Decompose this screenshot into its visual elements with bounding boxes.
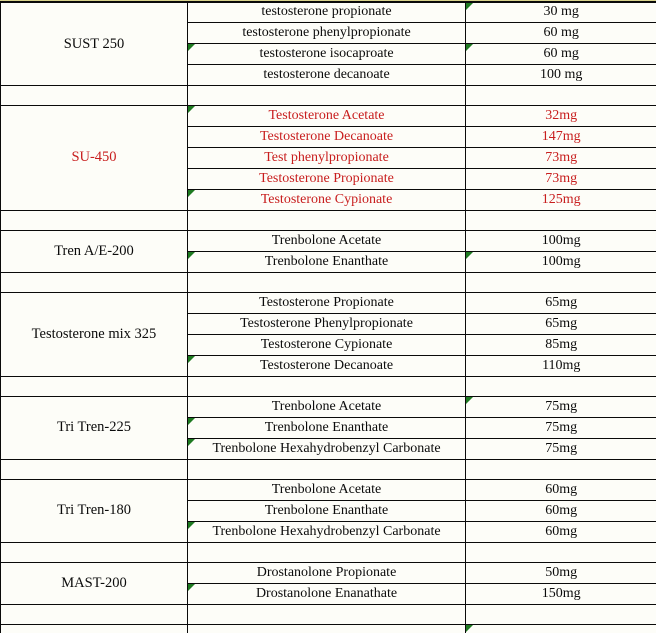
empty-cell[interactable]: [1, 624, 188, 633]
dose-cell[interactable]: 60 mg: [466, 43, 656, 64]
cell-error-indicator-icon: [188, 252, 195, 259]
empty-cell[interactable]: [466, 604, 656, 624]
dose-cell[interactable]: 85mg: [466, 334, 656, 355]
ingredient-cell[interactable]: Trenbolone Acetate: [188, 230, 466, 251]
cell-error-indicator-icon: [188, 190, 195, 197]
table-row: [1, 230, 656, 251]
cell-error-indicator-icon: [188, 522, 195, 529]
product-name-cell[interactable]: Tri Tren-180: [1, 479, 188, 542]
empty-cell[interactable]: [466, 459, 656, 479]
cell-error-indicator-icon: [188, 356, 195, 363]
empty-cell[interactable]: [188, 376, 466, 396]
dose-cell[interactable]: 75mg: [466, 438, 656, 459]
dose-cell[interactable]: 50mg: [466, 562, 656, 583]
product-name-cell[interactable]: Tri Tren-225: [1, 396, 188, 459]
product-name-cell[interactable]: SU-450: [1, 105, 188, 210]
table-row: [1, 292, 656, 313]
empty-cell[interactable]: [188, 210, 466, 230]
dose-cell[interactable]: 150mg: [466, 583, 656, 604]
ingredient-cell[interactable]: Trenbolone Hexahydrobenzyl Carbonate: [188, 438, 466, 459]
separator-row: [1, 85, 656, 105]
cut-off-bottom-row: [1, 624, 656, 633]
separator-row: [1, 210, 656, 230]
ingredient-cell[interactable]: Trenbolone Enanthate: [188, 417, 466, 438]
empty-cell[interactable]: [188, 459, 466, 479]
ingredient-cell[interactable]: Trenbolone Hexahydrobenzyl Carbonate: [188, 521, 466, 542]
ingredient-cell[interactable]: Testosterone Decanoate: [188, 355, 466, 376]
ingredient-cell[interactable]: Trenbolone Acetate: [188, 396, 466, 417]
ingredient-cell[interactable]: Testosterone Acetate: [188, 105, 466, 126]
table-row: [1, 3, 656, 22]
separator-row: [1, 272, 656, 292]
ingredient-cell[interactable]: Trenbolone Enanthate: [188, 251, 466, 272]
cell-error-indicator-icon: [466, 3, 473, 10]
ingredient-cell[interactable]: testosterone phenylpropionate: [188, 22, 466, 43]
product-name-cell[interactable]: Testosterone mix 325: [1, 292, 188, 376]
product-name-cell[interactable]: SUST 250: [1, 3, 188, 85]
dose-cell[interactable]: 32mg: [466, 105, 656, 126]
empty-cell[interactable]: [1, 604, 188, 624]
empty-cell[interactable]: [1, 210, 188, 230]
cell-error-indicator-icon: [188, 44, 195, 51]
dose-cell[interactable]: 75mg: [466, 417, 656, 438]
table-row: [1, 396, 656, 417]
dose-cell[interactable]: 147mg: [466, 126, 656, 147]
dose-cell[interactable]: 30 mg: [466, 3, 656, 22]
cell-error-indicator-icon: [466, 397, 473, 404]
ingredient-cell[interactable]: Testosterone Phenylpropionate: [188, 313, 466, 334]
dose-cell[interactable]: 73mg: [466, 168, 656, 189]
table-row: [1, 479, 656, 500]
empty-cell[interactable]: [188, 272, 466, 292]
empty-cell[interactable]: [188, 542, 466, 562]
dose-cell[interactable]: 60mg: [466, 521, 656, 542]
dose-cell[interactable]: 110mg: [466, 355, 656, 376]
empty-cell[interactable]: [466, 624, 656, 633]
cell-error-indicator-icon: [188, 439, 195, 446]
cell-error-indicator-icon: [466, 252, 473, 259]
empty-cell[interactable]: [466, 542, 656, 562]
empty-cell[interactable]: [188, 624, 466, 633]
ingredient-cell[interactable]: Testosterone Cypionate: [188, 189, 466, 210]
ingredient-cell[interactable]: Testosterone Propionate: [188, 292, 466, 313]
empty-cell[interactable]: [1, 542, 188, 562]
cell-error-indicator-icon: [466, 625, 473, 632]
empty-cell[interactable]: [1, 272, 188, 292]
ingredient-cell[interactable]: Testosterone Decanoate: [188, 126, 466, 147]
dose-cell[interactable]: 75mg: [466, 396, 656, 417]
cell-error-indicator-icon: [188, 584, 195, 591]
empty-cell[interactable]: [1, 459, 188, 479]
dose-cell[interactable]: 100mg: [466, 230, 656, 251]
dose-cell[interactable]: 60mg: [466, 500, 656, 521]
ingredient-cell[interactable]: Trenbolone Enanthate: [188, 500, 466, 521]
dose-cell[interactable]: 73mg: [466, 147, 656, 168]
empty-cell[interactable]: [466, 376, 656, 396]
ingredient-cell[interactable]: Test phenylpropionate: [188, 147, 466, 168]
dose-cell[interactable]: 100mg: [466, 251, 656, 272]
product-composition-table: [0, 3, 656, 633]
separator-row: [1, 459, 656, 479]
dose-cell[interactable]: 65mg: [466, 292, 656, 313]
separator-row: [1, 604, 656, 624]
product-name-cell[interactable]: Tren A/E-200: [1, 230, 188, 272]
dose-cell[interactable]: 60 mg: [466, 22, 656, 43]
ingredient-cell[interactable]: testosterone decanoate: [188, 64, 466, 85]
separator-row: [1, 376, 656, 396]
ingredient-cell[interactable]: Drostanolone Propionate: [188, 562, 466, 583]
dose-cell[interactable]: 125mg: [466, 189, 656, 210]
ingredient-cell[interactable]: Testosterone Cypionate: [188, 334, 466, 355]
empty-cell[interactable]: [188, 85, 466, 105]
empty-cell[interactable]: [466, 85, 656, 105]
product-name-cell[interactable]: MAST-200: [1, 562, 188, 604]
ingredient-cell[interactable]: Testosterone Propionate: [188, 168, 466, 189]
cell-error-indicator-icon: [188, 106, 195, 113]
dose-cell[interactable]: 65mg: [466, 313, 656, 334]
ingredient-cell[interactable]: testosterone propionate: [188, 3, 466, 22]
empty-cell[interactable]: [1, 376, 188, 396]
cell-error-indicator-icon: [188, 418, 195, 425]
empty-cell[interactable]: [188, 604, 466, 624]
dose-cell[interactable]: 60mg: [466, 479, 656, 500]
table-row: [1, 562, 656, 583]
separator-row: [1, 542, 656, 562]
ingredient-cell[interactable]: Trenbolone Acetate: [188, 479, 466, 500]
empty-cell[interactable]: [466, 272, 656, 292]
ingredient-cell[interactable]: Drostanolone Enanathate: [188, 583, 466, 604]
table-row: [1, 105, 656, 126]
dose-cell[interactable]: 100 mg: [466, 64, 656, 85]
empty-cell[interactable]: [1, 85, 188, 105]
cell-error-indicator-icon: [466, 44, 473, 51]
empty-cell[interactable]: [466, 210, 656, 230]
ingredient-cell[interactable]: testosterone isocaproate: [188, 43, 466, 64]
